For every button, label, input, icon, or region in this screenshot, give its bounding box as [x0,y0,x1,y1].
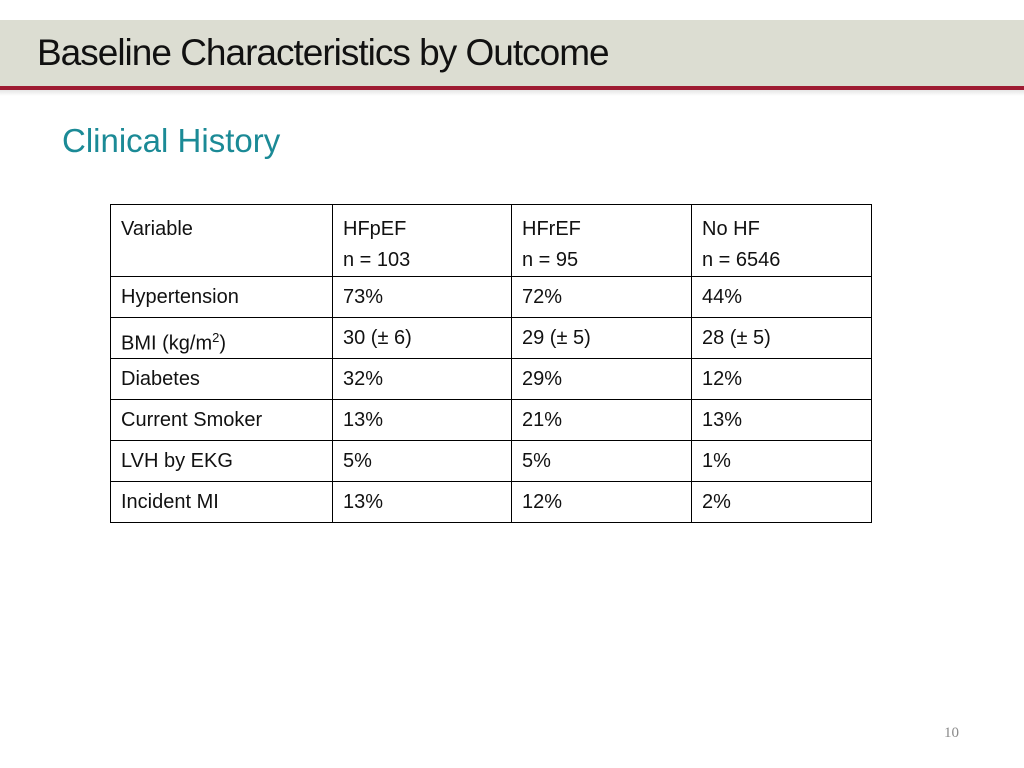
cell-hfpef: 32% [333,359,512,400]
row-label: LVH by EKG [111,441,333,482]
cell-hfref: 12% [512,482,692,523]
cell-no-hf: 2% [692,482,872,523]
table-row [111,400,872,441]
cell-hfref: 29 (± 5) [512,318,692,359]
baseline-characteristics-table [110,204,872,523]
cell-no-hf: 12% [692,359,872,400]
cell-hfref: 5% [512,441,692,482]
header-no-hf: No HF n = 6546 [692,205,872,277]
table-header-row [111,205,872,277]
cell-no-hf: 28 (± 5) [692,318,872,359]
bmi-label-suffix: ) [219,332,227,355]
table-row [111,359,872,400]
page-number: 10 [944,725,959,741]
row-label: Hypertension [111,277,333,318]
cell-hfref: 72% [512,277,692,318]
header-hfpef: HFpEF n = 103 [333,205,512,277]
table-row [111,441,872,482]
row-label: Diabetes [111,359,333,400]
table-row [111,318,872,359]
cell-no-hf: 44% [692,277,872,318]
cell-hfpef: 5% [333,441,512,482]
cell-hfpef: 73% [333,277,512,318]
table-row [111,277,872,318]
cell-hfref: 29% [512,359,692,400]
cell-hfpef: 13% [333,400,512,441]
header-variable: Variable [111,205,333,277]
table-row [111,482,872,523]
cell-no-hf: 1% [692,441,872,482]
title-divider-shadow [0,90,1024,96]
section-subtitle: Clinical History [62,122,281,159]
slide-title: Baseline Characteristics by Outcome [37,32,609,73]
bmi-label-superscript: 2 [212,330,220,345]
header-hfref: HFrEF n = 95 [512,205,692,277]
cell-hfpef: 13% [333,482,512,523]
row-label [111,318,333,359]
row-label: Incident MI [111,482,333,523]
cell-hfref: 21% [512,400,692,441]
cell-hfpef: 30 (± 6) [333,318,512,359]
row-label: Current Smoker [111,400,333,441]
cell-no-hf: 13% [692,400,872,441]
bmi-label-prefix: BMI (kg/m [121,332,213,355]
